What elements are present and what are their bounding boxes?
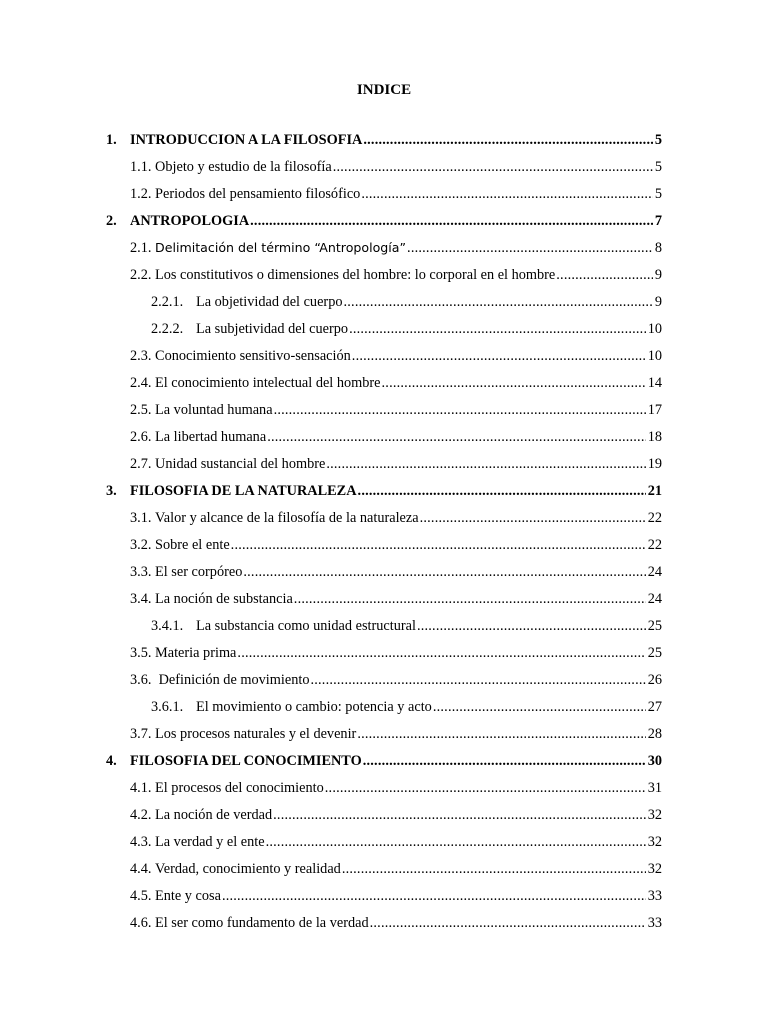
toc-entry[interactable] xyxy=(130,400,662,420)
toc-entry[interactable] xyxy=(130,238,662,258)
toc-entry-page: 8 xyxy=(654,240,662,256)
toc-entry-page: 17 xyxy=(647,402,662,418)
toc-entry-number: 1.2. xyxy=(130,186,156,202)
dot-leader xyxy=(352,346,646,366)
toc-entry[interactable] xyxy=(130,778,662,798)
toc-entry-page: 26 xyxy=(647,672,662,688)
toc-entry-label: El ser corpóreo xyxy=(155,564,243,580)
toc-entry-number: 1.1. xyxy=(130,159,156,175)
toc-entry-label: Valor y alcance de la filosofía de la naturaleza xyxy=(155,510,419,526)
toc-entry-number: 2.2.1. xyxy=(151,294,184,310)
dot-leader xyxy=(243,562,645,582)
dot-leader xyxy=(357,724,645,744)
toc-entry-number: 4.4. xyxy=(130,861,156,877)
toc-entry-label: La libertad humana xyxy=(155,429,267,445)
toc-entry-label: Definición de movimiento xyxy=(158,672,310,688)
toc-entry-number: 4. xyxy=(106,753,117,769)
toc-entry-label: Verdad, conocimiento y realidad xyxy=(155,861,341,877)
toc-entry-label: Delimitación del término “Antropología” xyxy=(155,240,407,255)
toc-entry-label: La noción de verdad xyxy=(155,807,273,823)
toc-entry[interactable] xyxy=(106,751,662,771)
toc-entry-label: Los constitutivos o dimensiones del hombre: lo corporal en el hombre xyxy=(155,267,556,283)
dot-leader xyxy=(310,670,645,690)
dot-leader xyxy=(222,886,646,906)
toc-entry-page: 27 xyxy=(647,699,662,715)
dot-leader xyxy=(325,778,646,798)
toc-entry[interactable] xyxy=(130,373,662,393)
toc-entry[interactable] xyxy=(130,535,662,555)
toc-entry-label: El movimiento o cambio: potencia y acto xyxy=(196,699,432,715)
dot-leader xyxy=(273,805,646,825)
dot-leader xyxy=(250,211,653,231)
dot-leader xyxy=(274,400,646,420)
toc-entry-label: Sobre el ente xyxy=(155,537,230,553)
dot-leader xyxy=(417,616,646,636)
toc-entry[interactable] xyxy=(130,265,662,285)
dot-leader xyxy=(556,265,653,285)
toc-entry[interactable] xyxy=(130,454,662,474)
toc-entry-label: Periodos del pensamiento filosófico xyxy=(155,186,361,202)
toc-entry[interactable] xyxy=(130,157,662,177)
dot-leader xyxy=(237,643,645,663)
toc-entry[interactable] xyxy=(130,913,662,933)
toc-entry-number: 2. xyxy=(106,213,117,229)
toc-entry[interactable] xyxy=(130,724,662,744)
toc-entry-label: La verdad y el ente xyxy=(155,834,265,850)
toc-entry-page: 24 xyxy=(647,591,662,607)
toc-entry-page: 28 xyxy=(647,726,662,742)
toc-entry-number: 2.3. xyxy=(130,348,156,364)
toc-entry[interactable] xyxy=(151,697,662,717)
toc-entry-number: 1. xyxy=(106,132,117,148)
dot-leader xyxy=(370,913,646,933)
toc-entry-number: 3.6. xyxy=(130,672,159,688)
page-title: INDICE xyxy=(356,82,412,98)
toc-entry-label: La subjetividad del cuerpo xyxy=(196,321,349,337)
toc-entry[interactable] xyxy=(151,292,662,312)
toc-entry-number: 3.3. xyxy=(130,564,156,580)
toc-entry-number: 3.6.1. xyxy=(151,699,184,715)
toc-entry[interactable] xyxy=(151,319,662,339)
toc-entry-page: 33 xyxy=(647,915,662,931)
toc-entry[interactable] xyxy=(130,562,662,582)
dot-leader xyxy=(342,859,646,879)
toc-entry[interactable] xyxy=(130,184,662,204)
toc-entry-label: La voluntad humana xyxy=(155,402,273,418)
toc-entry-number: 2.7. xyxy=(130,456,156,472)
toc-entry[interactable] xyxy=(106,481,662,501)
toc-entry-number: 4.5. xyxy=(130,888,156,904)
toc-entry-number: 4.2. xyxy=(130,807,156,823)
toc-entry[interactable] xyxy=(130,859,662,879)
toc-entry-page: 21 xyxy=(647,483,662,499)
toc-entry-number: 2.2.2. xyxy=(151,321,184,337)
toc-entry-page: 30 xyxy=(647,753,662,769)
toc-entry[interactable] xyxy=(130,427,662,447)
toc-entry-page: 33 xyxy=(647,888,662,904)
toc-entry[interactable] xyxy=(130,643,662,663)
toc-entry-page: 25 xyxy=(647,645,662,661)
toc-entry[interactable] xyxy=(130,832,662,852)
toc-entry-page: 14 xyxy=(647,375,662,391)
dot-leader xyxy=(420,508,646,528)
toc-entry-number: 2.4. xyxy=(130,375,156,391)
toc-entry-label: INTRODUCCION A LA FILOSOFIA xyxy=(130,132,363,148)
toc-entry-label: La noción de substancia xyxy=(155,591,293,607)
toc-entry-page: 31 xyxy=(647,780,662,796)
toc-entry-page: 32 xyxy=(647,807,662,823)
toc-entry-number: 2.2. xyxy=(130,267,156,283)
toc-entry-label: El procesos del conocimiento xyxy=(155,780,324,796)
dot-leader xyxy=(294,589,646,609)
toc-entry[interactable] xyxy=(151,616,662,636)
toc-entry-number: 3.4. xyxy=(130,591,156,607)
toc-entry-number: 3.2. xyxy=(130,537,156,553)
toc-entry-number: 3.4.1. xyxy=(151,618,184,634)
toc-entry-page: 32 xyxy=(647,861,662,877)
toc-entry-label: El ser como fundamento de la verdad xyxy=(155,915,369,931)
toc-entry-page: 9 xyxy=(654,294,662,310)
dot-leader xyxy=(361,184,653,204)
dot-leader xyxy=(433,697,646,717)
toc-entry[interactable] xyxy=(130,805,662,825)
dot-leader xyxy=(349,319,646,339)
toc-entry-page: 24 xyxy=(647,564,662,580)
toc-entry-label: Ente y cosa xyxy=(155,888,221,904)
toc-entry-label: La objetividad del cuerpo xyxy=(196,294,343,310)
toc-entry-page: 5 xyxy=(654,132,662,148)
toc-entry-number: 3.1. xyxy=(130,510,156,526)
dot-leader xyxy=(382,373,646,393)
toc-entry-label: Unidad sustancial del hombre xyxy=(155,456,326,472)
toc-entry-page: 25 xyxy=(647,618,662,634)
toc-entry-number: 4.6. xyxy=(130,915,156,931)
toc-entry[interactable] xyxy=(130,670,662,690)
toc-entry-number: 4.3. xyxy=(130,834,156,850)
toc-entry[interactable] xyxy=(130,508,662,528)
dot-leader xyxy=(266,832,646,852)
toc-entry-number: 3.5. xyxy=(130,645,156,661)
dot-leader xyxy=(333,157,653,177)
toc-entry-number: 2.6. xyxy=(130,429,156,445)
toc-entry-page: 10 xyxy=(647,348,662,364)
toc-entry-label: Conocimiento sensitivo-sensación xyxy=(155,348,351,364)
toc-entry[interactable] xyxy=(130,589,662,609)
toc-entry-label: Materia prima xyxy=(155,645,237,661)
toc-entry-label: ANTROPOLOGIA xyxy=(130,213,250,229)
toc-entry-label: FILOSOFIA DEL CONOCIMIENTO xyxy=(130,753,362,769)
toc-entry-page: 9 xyxy=(654,267,662,283)
toc-entry-page: 7 xyxy=(654,213,662,229)
toc-entry-label: FILOSOFIA DE LA NATURALEZA xyxy=(130,483,357,499)
dot-leader xyxy=(363,130,652,150)
toc-entry-number: 4.1. xyxy=(130,780,156,796)
toc-entry[interactable] xyxy=(130,346,662,366)
dot-leader xyxy=(407,238,653,258)
dot-leader xyxy=(363,751,646,771)
toc-entry-page: 10 xyxy=(647,321,662,337)
toc-entry-page: 22 xyxy=(647,510,662,526)
toc-entry-number: 2.1. xyxy=(130,240,156,256)
toc-entry-number: 2.5. xyxy=(130,402,156,418)
toc-entry[interactable] xyxy=(130,886,662,906)
toc-entry[interactable] xyxy=(106,130,662,150)
toc-entry-page: 22 xyxy=(647,537,662,553)
dot-leader xyxy=(358,481,646,501)
toc-entry-page: 18 xyxy=(647,429,662,445)
toc-entry-label: La substancia como unidad estructural xyxy=(196,618,416,634)
toc-entry-label: Objeto y estudio de la filosofía xyxy=(155,159,332,175)
toc-entry-label: Los procesos naturales y el devenir xyxy=(155,726,357,742)
dot-leader xyxy=(344,292,653,312)
toc-entry-page: 32 xyxy=(647,834,662,850)
dot-leader xyxy=(267,427,646,447)
dot-leader xyxy=(326,454,645,474)
toc-entry[interactable] xyxy=(106,211,662,231)
toc-entry-number: 3.7. xyxy=(130,726,156,742)
toc-entry-label: El conocimiento intelectual del hombre xyxy=(155,375,381,391)
toc-entry-page: 5 xyxy=(654,159,662,175)
toc-entry-page: 19 xyxy=(647,456,662,472)
toc-entry-number: 3. xyxy=(106,483,117,499)
dot-leader xyxy=(231,535,646,555)
toc-entry-page: 5 xyxy=(654,186,662,202)
